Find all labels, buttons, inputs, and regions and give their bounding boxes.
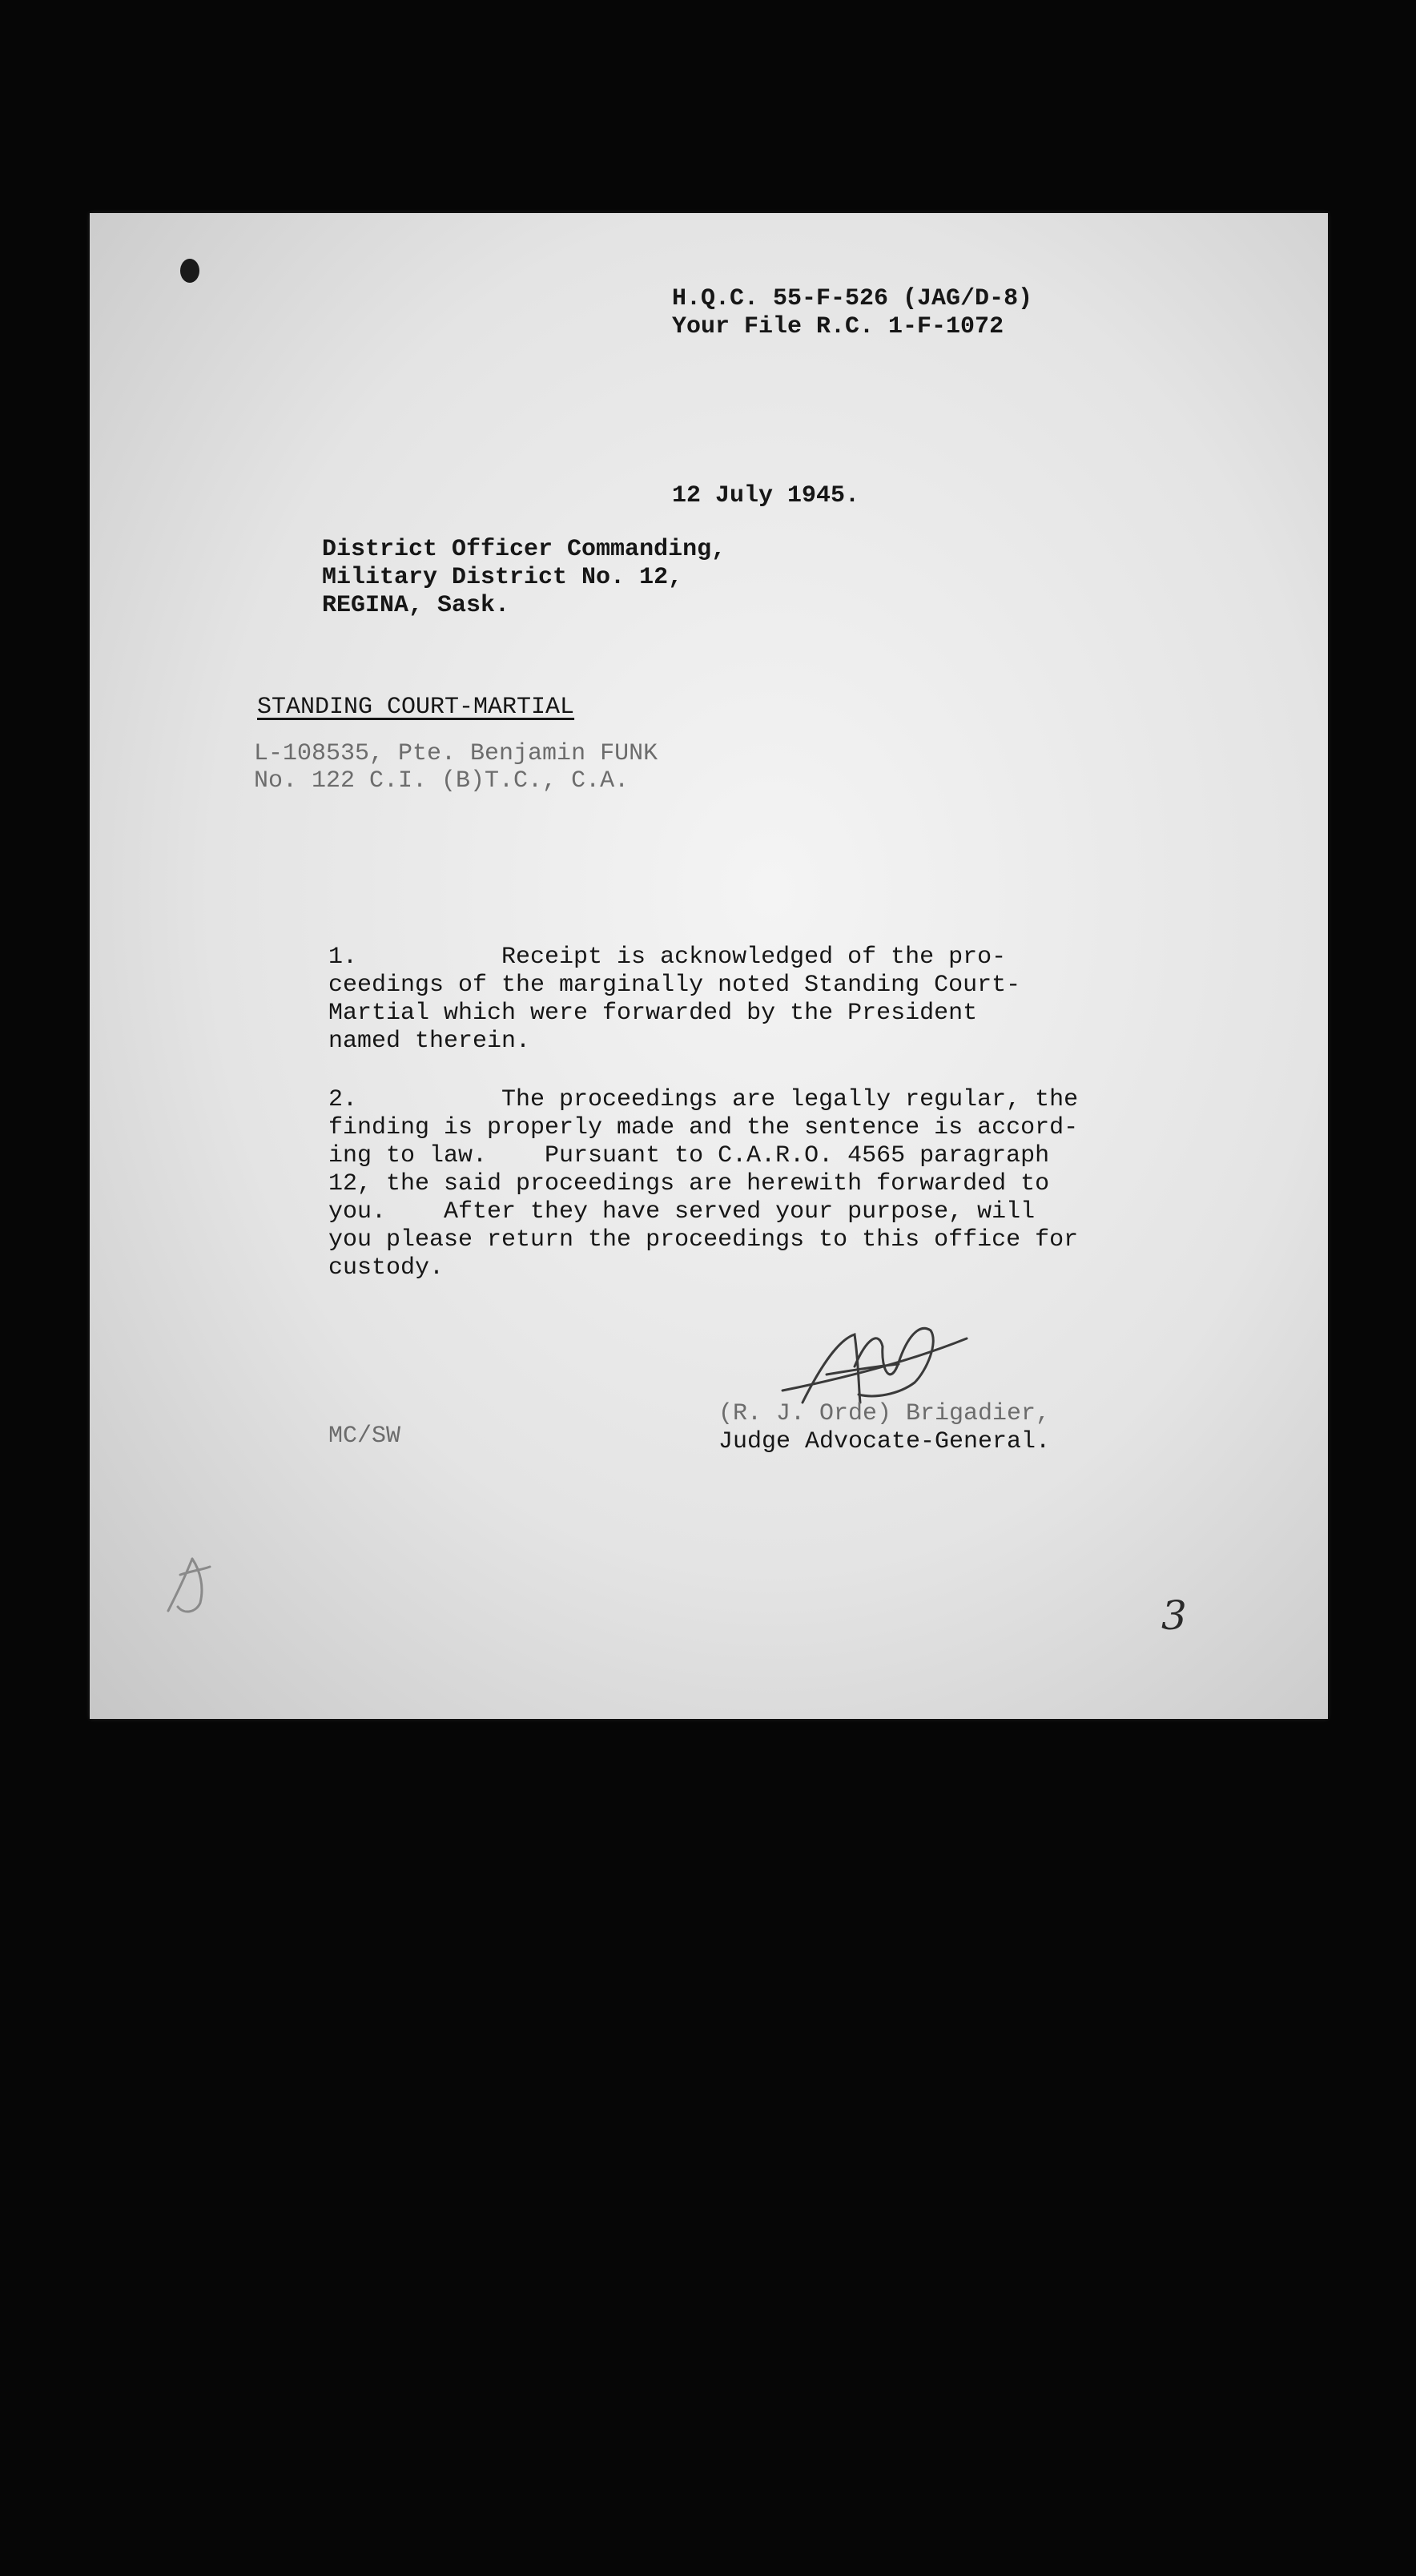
paragraph-line: ing to law. Pursuant to C.A.R.O. 4565 paragraph xyxy=(328,1142,1050,1169)
your-file-reference: Your File R.C. 1-F-1072 xyxy=(672,313,1004,340)
recipient-line: District Officer Commanding, xyxy=(322,536,726,563)
paragraph-line: ceedings of the marginally noted Standing Court- xyxy=(328,972,1021,999)
subject-line: No. 122 C.I. (B)T.C., C.A. xyxy=(254,767,630,795)
subject-line: L-108535, Pte. Benjamin FUNK xyxy=(254,740,658,767)
paragraph-line: you please return the proceedings to this office for xyxy=(328,1226,1079,1254)
typist-initials: MC/SW xyxy=(328,1423,401,1450)
signature-title: Judge Advocate-General. xyxy=(718,1428,1051,1455)
subject-heading: STANDING COURT-MARTIAL xyxy=(257,694,575,721)
paragraph-line: 12, the said proceedings are herewith forwarded to xyxy=(328,1170,1050,1197)
signature-name: (R. J. Orde) Brigadier, xyxy=(718,1400,1051,1427)
document-page xyxy=(90,213,1328,1719)
punch-hole xyxy=(180,259,199,283)
paragraph-line: custody. xyxy=(328,1254,445,1282)
page-number: 3 xyxy=(1161,1592,1187,1639)
paragraph-line: 2. The proceedings are legally regular, the xyxy=(328,1086,1079,1113)
recipient-line: Military District No. 12, xyxy=(322,564,683,591)
paragraph-line: 1. Receipt is acknowledged of the pro- xyxy=(328,944,1007,971)
paragraph-line: you. After they have served your purpose, will xyxy=(328,1198,1036,1226)
recipient-line: REGINA, Sask. xyxy=(322,592,510,619)
paragraph-line: finding is properly made and the sentence is accord- xyxy=(328,1114,1079,1141)
file-reference: H.Q.C. 55-F-526 (JAG/D-8) xyxy=(672,285,1033,312)
paragraph-line: Martial which were forwarded by the President xyxy=(328,1000,978,1027)
paragraph-line: named therein. xyxy=(328,1028,531,1055)
margin-handwriting xyxy=(160,1547,216,1619)
letter-date: 12 July 1945. xyxy=(672,482,860,509)
